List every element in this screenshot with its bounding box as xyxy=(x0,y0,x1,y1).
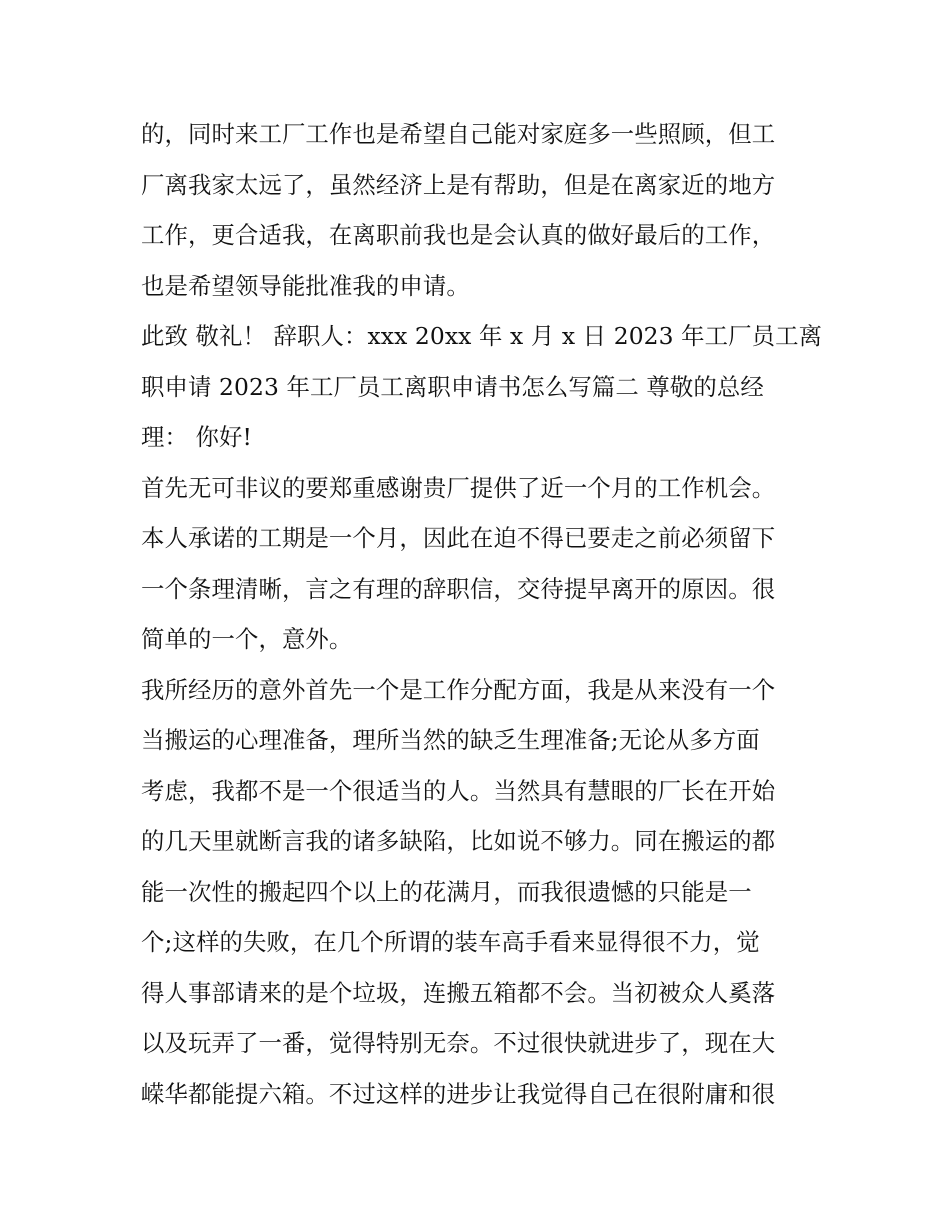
text-line-7: 理： 你好! xyxy=(141,423,252,451)
text-line-12: 我所经历的意外首先一个是工作分配方面，我是从来没有一个 xyxy=(141,675,776,704)
text-line-20: 嵘华都能提六箱。不过这样的进步让我觉得自己在很附庸和很 xyxy=(141,1079,776,1108)
text-line-6: 职申请 2023 年工厂员工离职申请书怎么写篇二 尊敬的总经 xyxy=(141,372,764,401)
text-line-8: 首先无可非议的要郑重感谢贵厂提供了近一个月的工作机会。 xyxy=(141,473,776,502)
text-line-15: 的几天里就断言我的诸多缺陷，比如说不够力。同在搬运的都 xyxy=(141,827,776,855)
text-line-19: 以及玩弄了一番，觉得特别无奈。不过很快就进步了，现在大 xyxy=(141,1029,776,1057)
text-line-16: 能一次性的搬起四个以上的花满月，而我很遗憾的只能是一 xyxy=(141,877,752,906)
text-line-18: 得人事部请来的是个垃圾，连搬五箱都不会。当初被众人奚落 xyxy=(141,978,776,1007)
text-line-1: 的，同时来工厂工作也是希望自己能对家庭多一些照顾，但工 xyxy=(141,120,776,148)
text-line-14: 考虑，我都不是一个很适当的人。当然具有慧眼的厂长在开始 xyxy=(141,776,776,805)
text-line-3: 工作，更合适我，在离职前我也是会认真的做好最后的工作， xyxy=(141,221,776,249)
text-line-13: 当搬运的心理准备，理所当然的缺乏生理准备;无论从多方面 xyxy=(141,726,760,754)
text-line-5: 此致 敬礼！ 辞职人：xxx 20xx 年 x 月 x 日 2023 年工厂员工离 xyxy=(141,322,823,350)
text-line-10: 一个条理清晰，言之有理的辞职信，交待提早离开的原因。很 xyxy=(141,574,776,603)
text-line-4: 也是希望领导能批准我的申请。 xyxy=(141,271,470,300)
text-line-17: 个;这样的失败，在几个所谓的装车高手看来显得很不力，觉 xyxy=(141,928,760,956)
document-body xyxy=(141,109,823,1119)
text-line-2: 厂离我家太远了，虽然经济上是有帮助，但是在离家近的地方 xyxy=(141,170,776,199)
text-line-9: 本人承诺的工期是一个月，因此在迫不得已要走之前必须留下 xyxy=(141,524,776,552)
text-line-11: 简单的一个，意外。 xyxy=(141,625,353,653)
